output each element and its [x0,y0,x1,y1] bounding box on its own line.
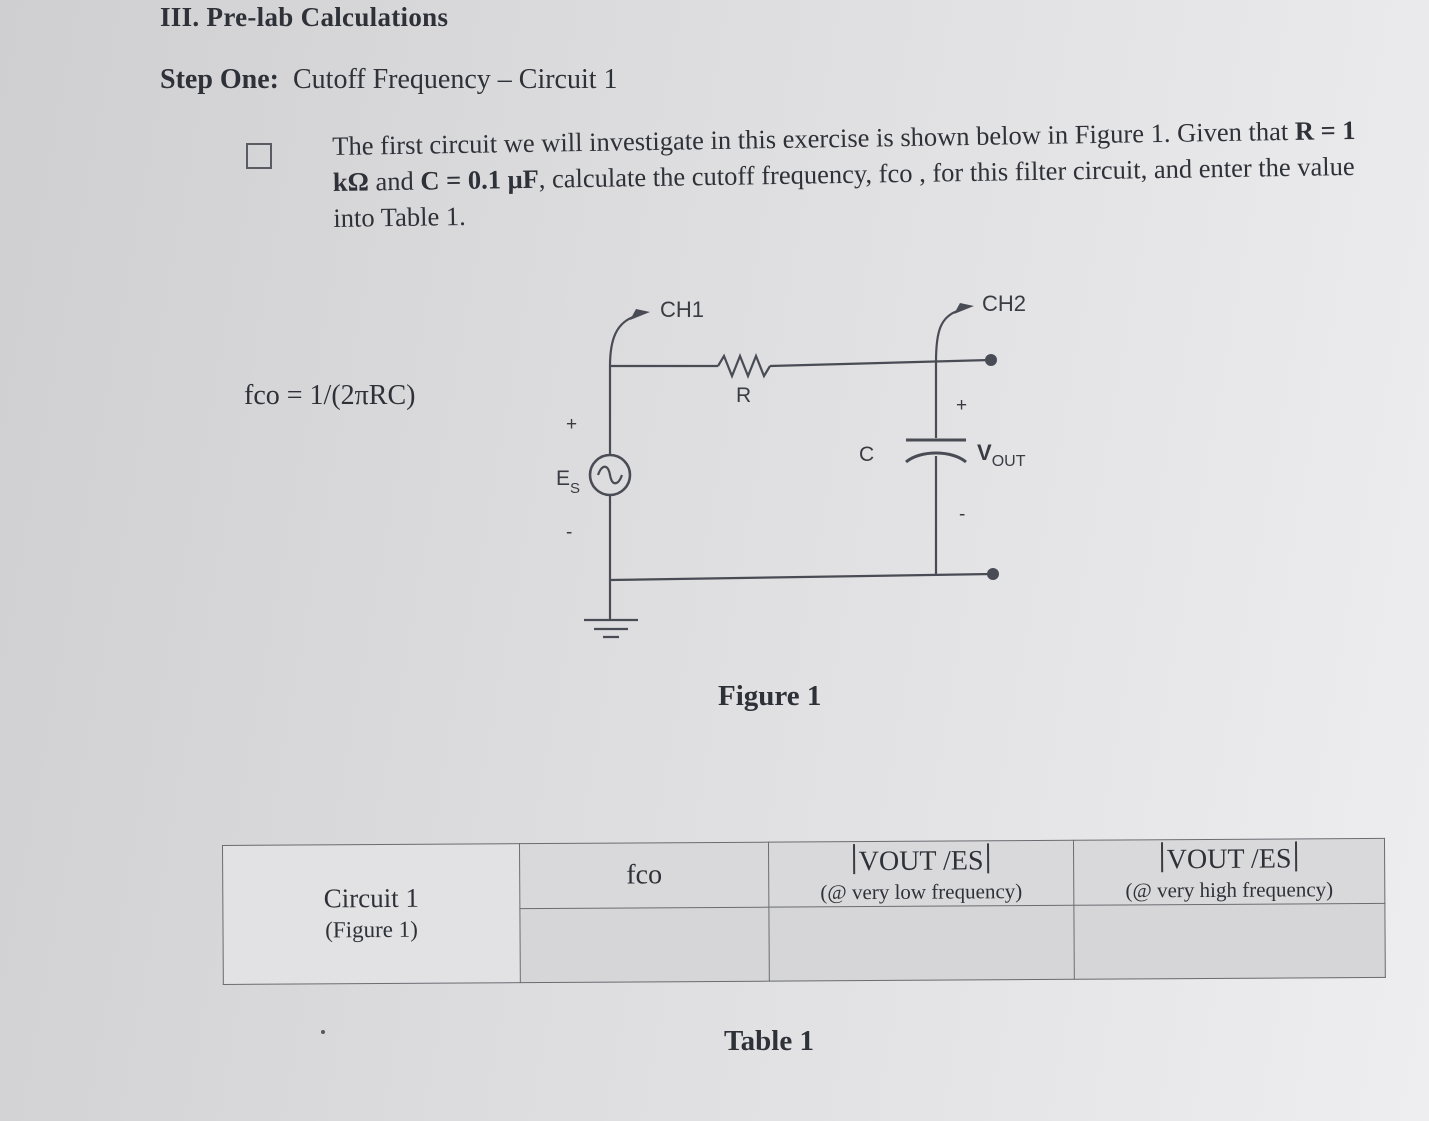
header-low-ratio: VOUT /ES [858,845,984,877]
source-label: $E_S$ [556,467,581,497]
resistor-label: R [736,384,752,407]
vout-label: $V_{OUT}$ [977,440,1026,470]
ground-symbol [584,620,638,637]
wire-top-right [770,360,990,366]
figure-caption: Figure 1 [718,680,822,712]
row-header-circuit-1 [223,844,521,985]
capacitor-label: C [859,443,875,466]
input-cell-low-frequency[interactable] [769,906,1074,982]
ch1-arrow-icon [630,309,650,320]
ac-source-wave [598,467,622,484]
row-label: Circuit 1 [323,882,420,914]
capacitor-value: C = 0.1 μF [420,163,539,196]
step-title: Cutoff Frequency – Circuit 1 [293,64,618,95]
source-minus-sign: - [566,522,573,543]
step-label: Step One: [160,64,279,95]
instruction-and: and [368,165,421,197]
header-high-ratio: VOUT /ES [1166,843,1292,875]
header-low-frequency [768,840,1073,907]
section-title: III. Pre-lab Calculations [160,2,449,32]
ch2-probe-wire [936,310,960,362]
results-table [222,838,1386,985]
stray-dot [321,1030,325,1034]
output-terminal-bottom [987,568,999,580]
ch2-arrow-icon [954,303,974,314]
ch1-probe-wire [610,316,636,366]
resistor-value: R = 1 kΩ [332,114,1356,197]
header-fco [519,842,768,909]
vout-minus-sign: - [959,504,966,525]
header-fco-label: fco [626,859,663,891]
header-low-note: (@ very low frequency) [820,878,1023,905]
vout-plus-sign: + [956,395,968,416]
instruction-part1: The first circuit we will investigate in this exercise is shown below in Figure 1. Given that [332,115,1296,161]
ch1-label: CH1 [660,297,705,322]
instruction-part2: , calculate the cutoff frequency, fco , for this filter circuit, and enter the value into Table 1. [333,150,1355,233]
source-plus-sign: + [566,414,578,435]
input-cell-fco[interactable] [520,908,769,983]
ch2-label: CH2 [982,291,1027,316]
resistor-symbol [718,356,770,376]
task-checkbox[interactable] [246,143,272,169]
wire-bottom [610,574,992,580]
table-caption: Table 1 [724,1025,814,1057]
table-row [223,838,1385,910]
instruction-text [332,112,1364,236]
row-sublabel: (Figure 1) [325,916,418,943]
results-table-wrapper [222,838,1386,993]
output-terminal-top [985,354,997,366]
header-high-note: (@ very high frequency) [1125,876,1334,903]
cutoff-formula: fco = 1/(2πRC) [244,380,416,411]
circuit-diagram [540,280,1060,650]
step-heading [160,64,618,96]
input-cell-high-frequency[interactable] [1074,904,1385,980]
header-high-frequency [1073,838,1384,905]
